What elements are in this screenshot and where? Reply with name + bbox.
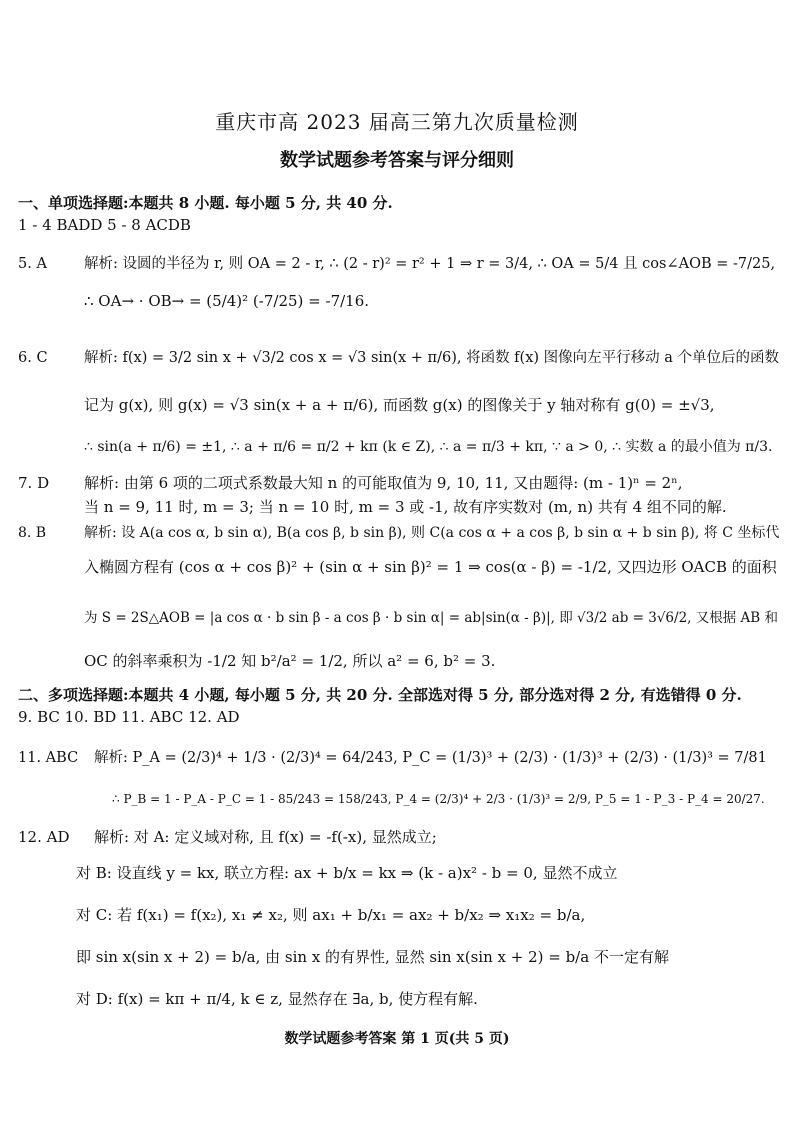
q11-line2: ∴ P_B = 1 - P_A - P_C = 1 - 85/243 = 158/243, P_4 = (2/3)⁴ + 2/3 · (1/3)³ = 2/9, P_5 = 1 - P_3 - P_4 = 20/27. <box>112 792 765 806</box>
q7-label: 7. D <box>18 474 50 492</box>
q5-text1: 解析: 设圆的半径为 r, 则 OA = 2 - r, ∴ (2 - r)² = r² + 1 ⇒ r = 3/4, ∴ OA = 5/4 且 cos∠AOB = -7/25, <box>84 256 776 272</box>
q6-text1: 解析: f(x) = 3/2 sin x + √3/2 cos x = √3 sin(x + π/6), 将函数 f(x) 图像向左平行移动 a 个单位后的函数 <box>84 350 780 366</box>
q12-line1 <box>18 826 437 847</box>
q11-line1 <box>18 746 767 767</box>
section1-answers: 1 - 4 BADD 5 - 8 ACDB <box>18 216 191 234</box>
q11-label: 11. ABC <box>18 750 79 766</box>
q6-line1 <box>18 346 779 367</box>
q8-line4: OC 的斜率乘积为 -1/2 知 b²/a² = 1/2, 所以 a² = 6, b² = 3. <box>84 652 496 670</box>
q6-line3: ∴ sin(a + π/6) = ±1, ∴ a + π/6 = π/2 + kπ (k ∈ Z), ∴ a = π/3 + kπ, ∵ a > 0, ∴ 实数 a 的最小值为 π/3. <box>84 439 773 455</box>
q5-line1 <box>18 252 775 273</box>
q8-text1: 解析: 设 A(a cos α, b sin α), B(a cos β, b sin β), 则 C(a cos α + a cos β, b sin α + b sin β), 将 C 坐标代 <box>84 525 780 541</box>
q7-text1: 解析: 由第 6 项的二项式系数最大知 n 的可能取值为 9, 10, 11, 又由题得: (m - 1)ⁿ = 2ⁿ, <box>84 474 683 492</box>
q7-line2: 当 n = 9, 11 时, m = 3; 当 n = 10 时, m = 3 或 -1, 故有序实数对 (m, n) 共有 4 组不同的解. <box>84 498 727 516</box>
q5-label: 5. A <box>18 256 47 272</box>
page-footer: 数学试题参考答案 第 1 页(共 5 页) <box>284 1031 510 1047</box>
q5-line2: ∴ OA→ · OB→ = (5/4)² (-7/25) = -7/16. <box>84 292 370 310</box>
q8-line1 <box>18 522 779 542</box>
q6-line2: 记为 g(x), 则 g(x) = √3 sin(x + a + π/6), 而函数 g(x) 的图像关于 y 轴对称有 g(0) = ±√3, <box>84 396 715 414</box>
q8-line3: 为 S = 2S△AOB = |a cos α · b sin β - a cos β · b sin α| = ab|sin(α - β)|, 即 √3/2 ab = 3√6/2, 又根据 AB 和 <box>84 610 778 626</box>
q12-line2: 对 B: 设直线 y = kx, 联立方程: ax + b/x = kx ⇒ (k - a)x² - b = 0, 显然不成立 <box>76 864 618 882</box>
section1-heading: 一、单项选择题:本题共 8 小题. 每小题 5 分, 共 40 分. <box>18 194 393 212</box>
q8-line2: 入椭圆方程有 (cos α + cos β)² + (sin α + sin β)² = 1 ⇒ cos(α - β) = -1/2, 又四边形 OACB 的面积 <box>84 558 777 576</box>
q12-line3: 对 C: 若 f(x₁) = f(x₂), x₁ ≠ x₂, 则 ax₁ + b/x₁ = ax₂ + b/x₂ ⇒ x₁x₂ = b/a, <box>76 906 586 924</box>
q11-text1: 解析: P_A = (2/3)⁴ + 1/3 · (2/3)⁴ = 64/243, P_C = (1/3)³ + (2/3) · (1/3)³ + (2/3) · (1/3)³ = 7/81 <box>94 750 767 766</box>
q12-text1: 解析: 对 A: 定义域对称, 且 f(x) = -f(-x), 显然成立; <box>94 828 437 846</box>
q12-line5: 对 D: f(x) = kπ + π/4, k ∈ z, 显然存在 ∃a, b, 使方程有解. <box>76 990 478 1008</box>
q8-label: 8. B <box>18 525 47 541</box>
q7-line1 <box>18 472 683 493</box>
section2-heading: 二、多项选择题:本题共 4 小题, 每小题 5 分, 共 20 分. 全部选对得 5 分, 部分选对得 2 分, 有选错得 0 分. <box>18 686 742 704</box>
page-subtitle: 数学试题参考答案与评分细则 <box>280 150 514 171</box>
section2-answers: 9. BC 10. BD 11. ABC 12. AD <box>18 708 240 726</box>
q12-line4: 即 sin x(sin x + 2) = b/a, 由 sin x 的有界性, 显然 sin x(sin x + 2) = b/a 不一定有解 <box>76 948 669 966</box>
q12-label: 12. AD <box>18 828 70 846</box>
page-title: 重庆市高 2023 届高三第九次质量检测 <box>215 110 579 134</box>
q6-label: 6. C <box>18 350 48 366</box>
